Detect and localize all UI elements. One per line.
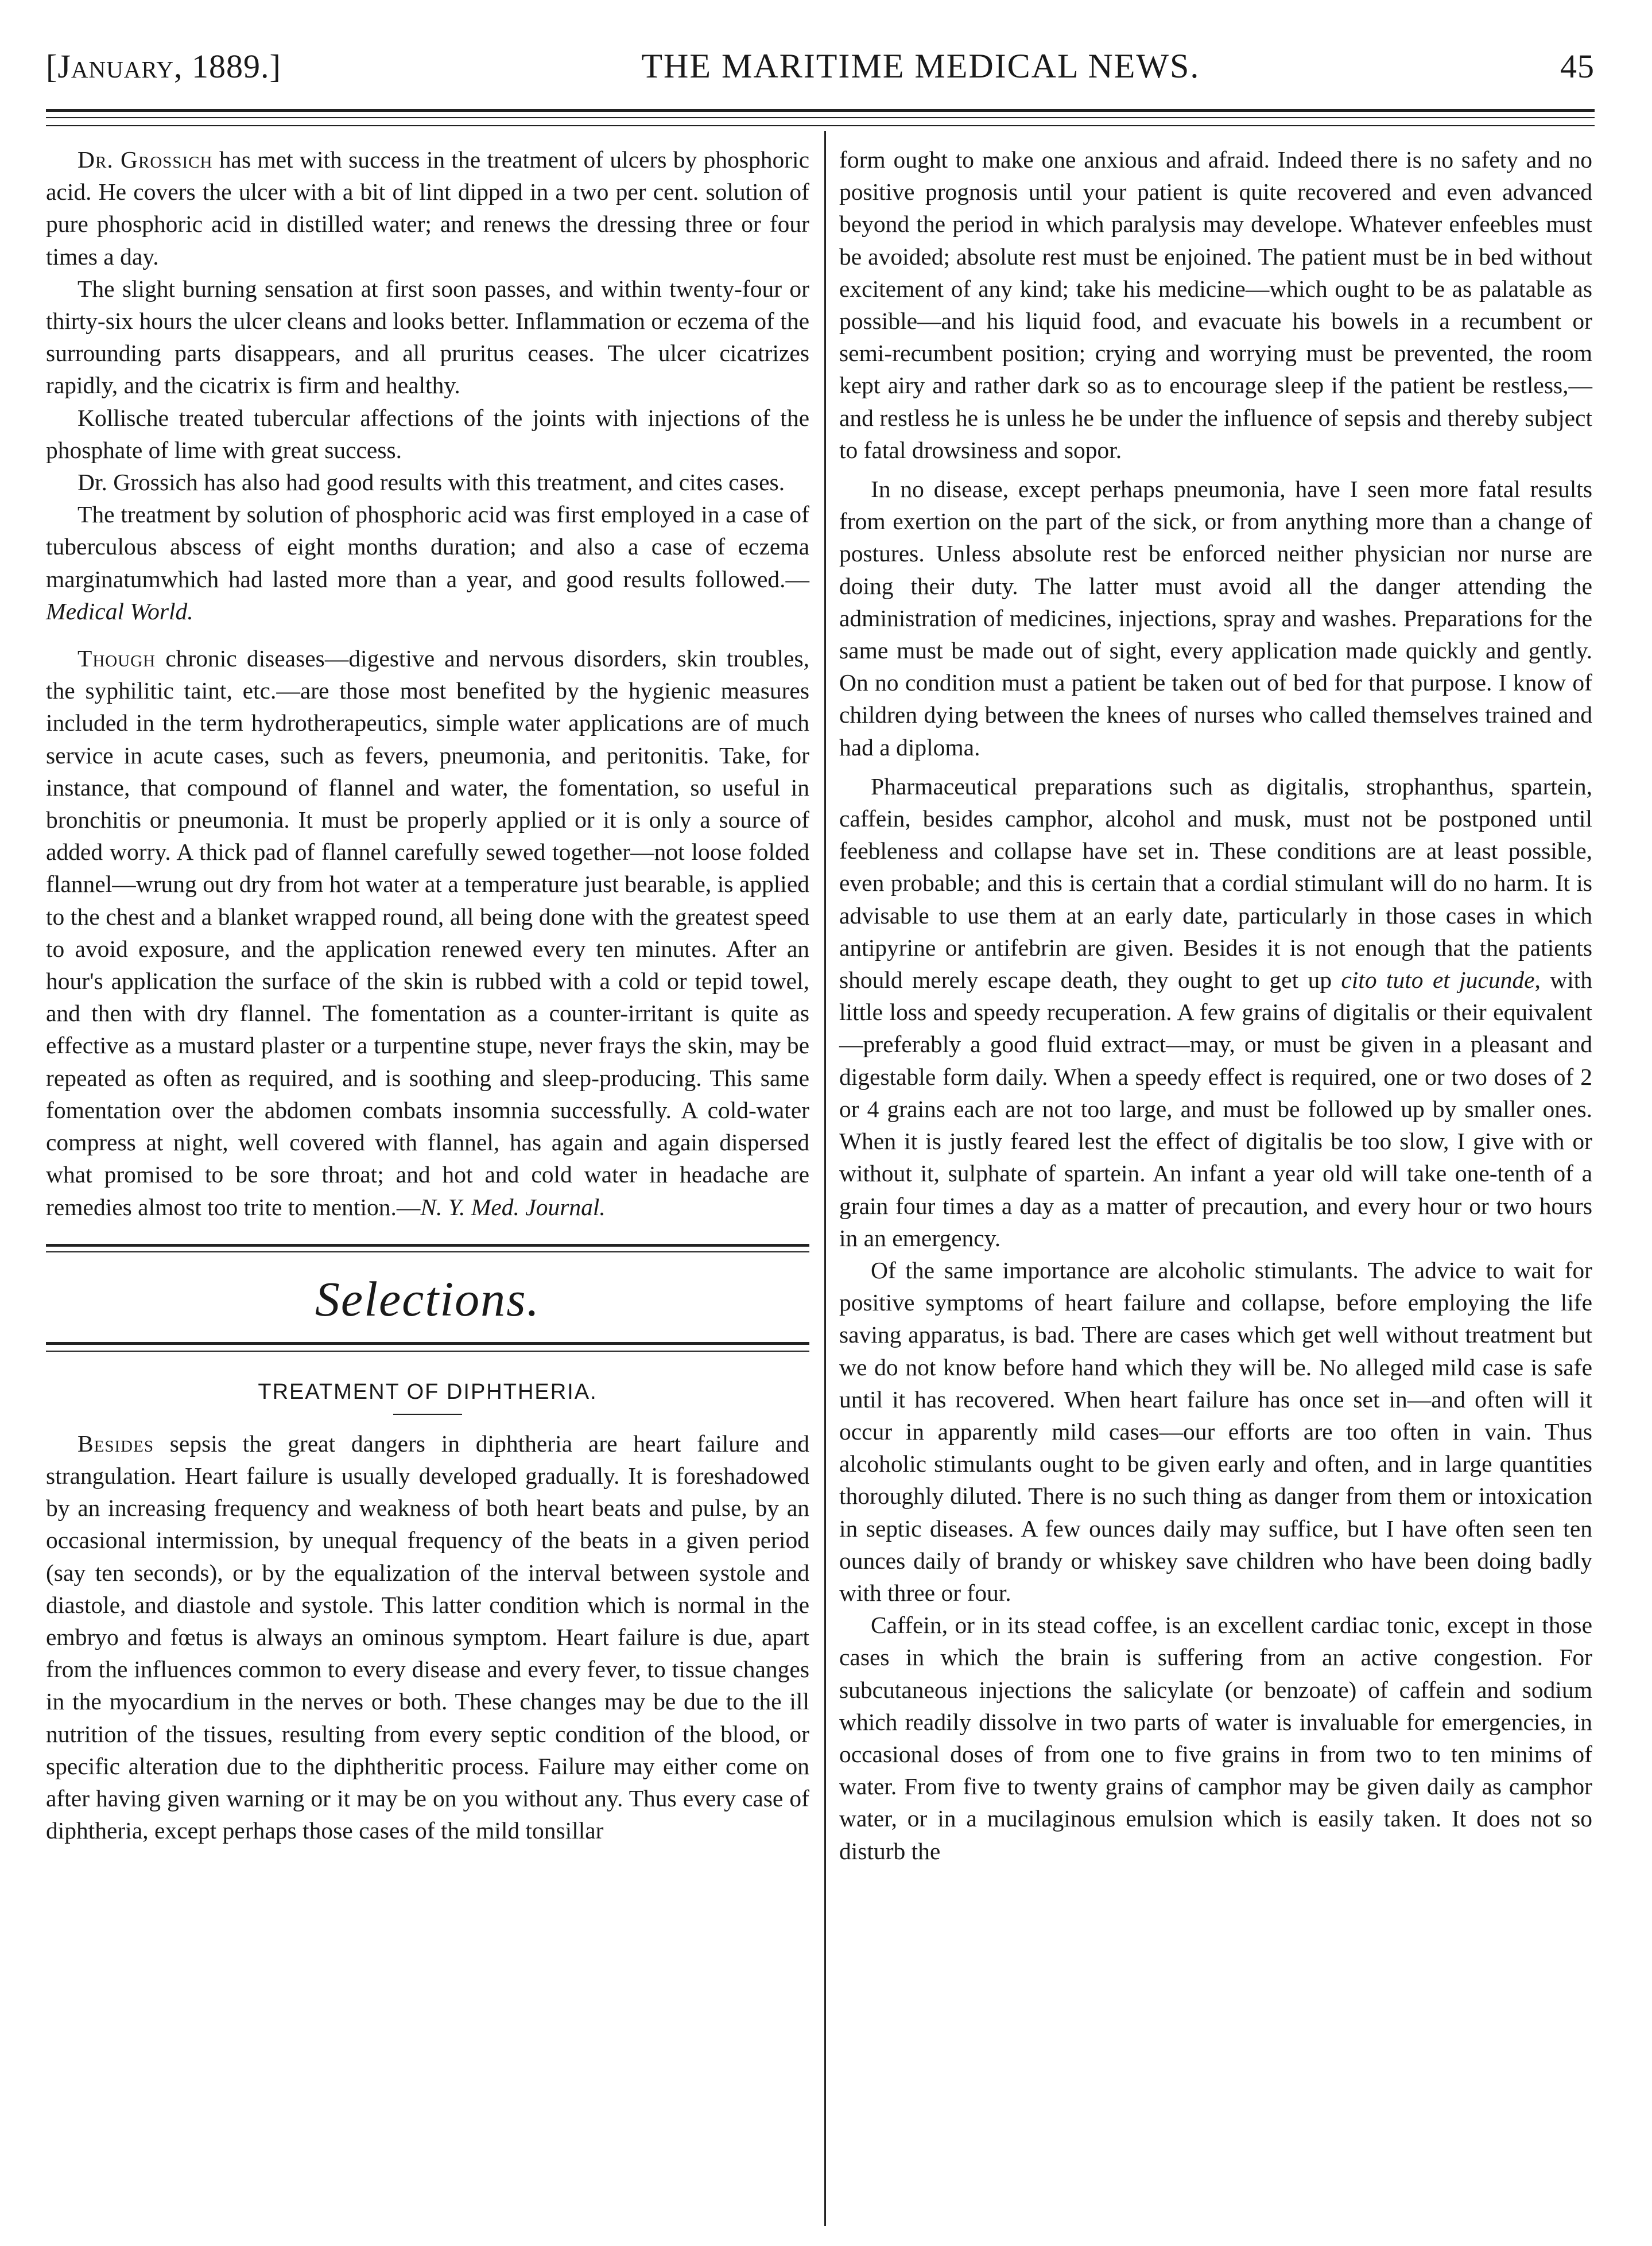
issue-date: [January, 1889.] [46, 47, 281, 85]
paragraph-lead: Though [77, 645, 156, 672]
paragraph-text: sepsis the great dangers in diphtheria are heart failure and strangulation. Heart failure is usually developed gradually. It is foreshadowed by an increasing frequency and weakness of both heart beats and pulse, by an occasional intermission, by unequal frequency of the beats in a given period (say ten seconds), or by the equalization of the interval between systole and diastole, and diastole and systole. This latter condition which is normal in the embryo and fœtus is always an ominous symptom. Heart failure is due, apart from the influences common to every disease and every fever, to tissue changes in the myocardium in the nerves or both. These changes may be due to the ill nutrition of the tissues, resulting from every septic condition of the blood, or specific alteration due to the diphtheritic process. Failure may either come on after having given warning or it may be on you without any. Thus every case of diphtheria, except perhaps those cases of the mild tonsillar [46, 1430, 809, 1844]
paragraph-pharmaceutical [839, 770, 1592, 1254]
section-rule-thin-2 [46, 1351, 809, 1352]
title-underline [393, 1414, 462, 1415]
header-rule-thick [46, 109, 1595, 112]
paragraph-diphtheria-dangers [46, 1427, 809, 1847]
section-rule-thin [46, 1251, 809, 1252]
paragraph-grossich-results: Dr. Grossich has also had good results with this treatment, and cites cases. [77, 469, 785, 496]
paragraph-text: has met with success in the treatment of ulcers by phosphoric acid. He covers the ulcer with a bit of lint dipped in a two per cent. solution of pure phosphoric acid in distilled water; and renews the dressing three or four times a day. [46, 146, 809, 270]
journal-title: THE MARITIME MEDICAL NEWS. [641, 46, 1200, 85]
latin-phrase: cito tuto et jucunde [1341, 967, 1535, 994]
paragraph-burning-sensation: The slight burning sensation at first soon passes, and within twenty-four or thirty-six hours the ulcer cleans and looks better. Inflammation or eczema of the surrounding parts disappears, and all pruritus ceases. The ulcer cicatrizes rapidly, and the cicatrix is firm and healthy. [46, 275, 809, 399]
right-column [839, 143, 1592, 1867]
source-citation: Medical World. [46, 598, 193, 624]
paragraph-caffein: Caffein, or in its stead coffee, is an excellent cardiac tonic, except in those cases in which the brain is suffering from an active congestion. For subcutaneous injections the salicylate (or benzoate) of caffein and sodium which readily dissolve in two parts of water is invaluable for emergencies, in occasional doses of from one to five grains in from two to ten minims of water. From five to twenty grains of camphor may be given daily as camphor water, or in a mucilaginous emulsion which is easily taken. It does not so disturb the [839, 1612, 1592, 1864]
section-rule-thick-2 [46, 1342, 809, 1345]
paragraph-continued: form ought to make one anxious and afraid. Indeed there is no safety and no positive prognosis until your patient is quite recovered and even advanced beyond the period in which paralysis may develope. Whatever enfeebles must be avoided; absolute rest must be enjoined. The patient must be in bed without excitement of any kind; take his medicine—which ought to be as palatable as possible—and his liquid food, and evacuate his bowels in a recumbent or semi-recumbent position; crying and worrying must be prevented, the room kept airy and rather dark so as to encourage sleep if the patient be restless,—and restless he is unless he be under the influence of sepsis and thereby subject to fatal drowsiness and sopor. [839, 146, 1592, 463]
article-title: TREATMENT OF DIPHTHERIA. [258, 1379, 598, 1404]
paragraph-text: Pharmaceutical preparations such as digitalis, strophanthus, spartein, caffein, besides camphor, alcohol and musk, must not be postponed until feebleness and collapse have set in. These conditions are at least possible, even probable; and this is certain that a cordial stimulant will do no harm. It is advisable to use them at an early date, particularly in those cases in which antipyrine or antifebrin are given. Besides it is not enough that the patients should merely escape death, they ought to get up [839, 773, 1592, 994]
column-divider [824, 131, 826, 2226]
paragraph-no-disease: In no disease, except perhaps pneumonia, have I seen more fatal results from exertion on the part of the sick, or from anything more than a change of postures. Unless absolute rest be enforced neither physician nor nurse are doing their duty. The latter must avoid all the danger attending the administration of medicines, injections, spray and washes. Preparations for the same must be made out of sight, every application made quickly and gently. On no condition must a patient be taken out of bed for that purpose. I know of children dying between the knees of nurses who called themselves trained and had a diploma. [839, 476, 1592, 761]
source-citation: N. Y. Med. Journal. [420, 1193, 606, 1220]
paragraph-lead: Dr. Grossich [77, 146, 213, 173]
running-head [46, 40, 1595, 92]
paragraph-lead: Besides [77, 1430, 154, 1457]
left-column [46, 143, 809, 1847]
section-rule-thick [46, 1244, 809, 1247]
section-heading: Selections. [315, 1271, 541, 1326]
paragraph-hydrotherapeutics [46, 642, 809, 1223]
paragraph-alcoholic-stimulants: Of the same importance are alcoholic stimulants. The advice to wait for positive symptoms of heart failure and collapse, before employing the life saving apparatus, is bad. There are cases which get well without treatment but we do not know before hand which they will be. No alleged mild case is safe until it has recovered. When heart failure has once set in—and often will it occur in apparently mild cases—our efforts are too often in vain. Thus alcoholic stimulants ought to be given early and often, and in large quantities thoroughly diluted. There is no such thing as danger from them or intoxication in septic diseases. A few ounces daily may suffice, but I have often seen ten ounces daily of brandy or whiskey save children who have been doing badly with three or four. [839, 1256, 1592, 1606]
header-rule-thin-2 [46, 125, 1595, 126]
paragraph-phosphoric-acid [46, 498, 809, 627]
paragraph-grossich-intro [46, 143, 809, 273]
paragraph-text: , with little loss and speedy recuperation. A few grains of digitalis or their equivalent—preferably a good fluid extract—may, or must be given in a pleasant and digestable form daily. When a speedy effect is required, one or two doses of 2 or 4 grains each are not too large, and must be followed up by smaller ones. When it is justly feared lest the effect of digitalis be too slow, I give with or without it, sulphate of spartein. An infant a year old will take one-tenth of a grain four times a day as a matter of precaution, and every hour or two hours in an emergency. [839, 967, 1593, 1251]
paragraph-gap [46, 627, 809, 642]
header-rule-thin [46, 117, 1595, 118]
paragraph-kollische: Kollische treated tubercular affections of the joints with injections of the phosphate of lime with great success. [46, 404, 809, 463]
paragraph-text: chronic diseases—digestive and nervous disorders, skin troubles, the syphilitic taint, etc.—are those most benefited by the hygienic measures included in the term hydrotherapeutics, simple water applications are of much service in acute cases, such as fevers, pneumonia, and peritonitis. Take, for instance, that compound of flannel and water, the fomentation, so useful in bronchitis or pneumonia. It must be properly applied or it is only a source of added worry. A thick pad of flannel carefully sewed together—not loose folded flannel—wrung out dry from hot water at a temperature just bearable, is applied to the chest and a blanket wrapped round, all being done with the greatest speed to avoid exposure, and the application renewed every ten minutes. After an hour's application the surface of the skin is rubbed with a cold or tepid towel, and then with dry flannel. The fomentation as a counter-irritant is quite as effective as a mustard plaster or a turpentine stupe, never frays the skin, may be repeated as often as required, and is soothing and sleep-producing. This same fomentation over the abdomen combats insomnia successfully. A cold-water compress at night, well covered with flannel, has again and again dispersed what promised to be sore throat; and hot and cold water in headache are remedies almost too trite to mention.— [46, 645, 809, 1220]
paragraph-text: The treatment by solution of phosphoric acid was first employed in a case of tuberculous abscess of eight months duration; and also a case of eczema marginatumwhich had lasted more than a year, and good results followed.— [46, 501, 809, 592]
page-number: 45 [1560, 47, 1595, 85]
